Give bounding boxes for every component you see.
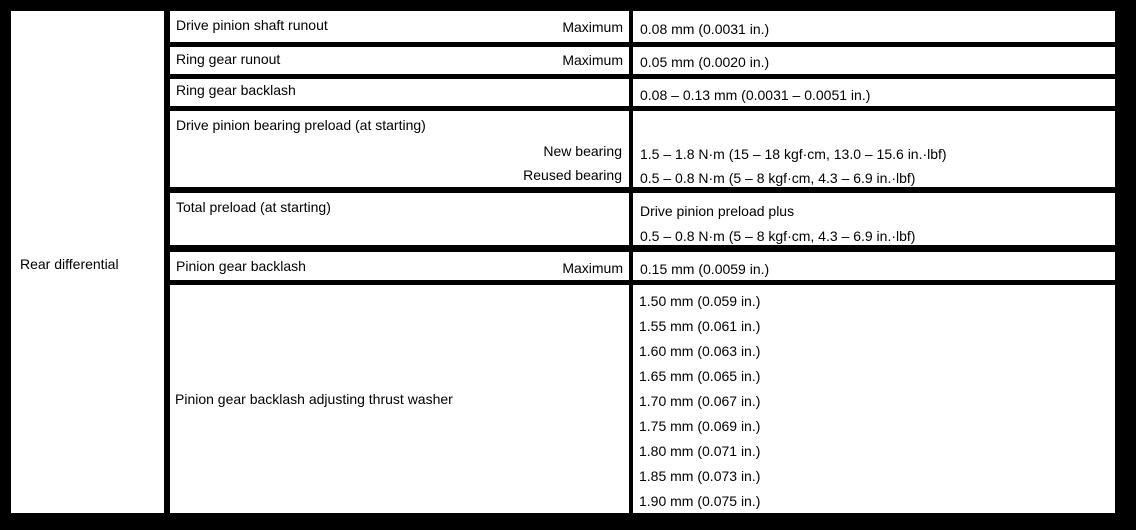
item-label: Drive pinion shaft runout xyxy=(176,17,328,33)
value-text: 0.05 mm (0.0020 in.) xyxy=(640,54,770,70)
row-total-preload-value xyxy=(633,193,1115,245)
qualifier-label: Maximum xyxy=(562,52,623,68)
washer-size: 1.60 mm (0.063 in.) xyxy=(639,343,761,359)
reused-bearing-label: Reused bearing xyxy=(523,167,622,183)
value-line-2: 0.5 – 0.8 N·m (5 – 8 kgf·cm, 4.3 – 6.9 in.·lbf) xyxy=(640,228,916,244)
washer-size: 1.65 mm (0.065 in.) xyxy=(639,368,761,384)
row-bearing-preload-value xyxy=(633,111,1115,187)
row-thrust-washer-value xyxy=(633,285,1115,513)
row-shaft-runout-value xyxy=(633,11,1115,42)
washer-size: 1.80 mm (0.071 in.) xyxy=(639,443,761,459)
item-label: Drive pinion bearing preload (at starting) xyxy=(176,117,426,133)
row-ring-runout-item xyxy=(170,47,629,74)
reused-bearing-value: 0.5 – 0.8 N·m (5 – 8 kgf·cm, 4.3 – 6.9 in.·lbf) xyxy=(640,170,916,186)
item-label: Pinion gear backlash adjusting thrust washer xyxy=(175,391,453,407)
qualifier-label: Maximum xyxy=(562,260,623,276)
item-label: Total preload (at starting) xyxy=(176,199,331,215)
value-text: 0.08 mm (0.0031 in.) xyxy=(640,21,770,37)
washer-size: 1.70 mm (0.067 in.) xyxy=(639,393,761,409)
qualifier-label: Maximum xyxy=(562,19,623,35)
washer-size: 1.90 mm (0.075 in.) xyxy=(639,493,761,509)
row-ring-backlash-item xyxy=(170,79,629,106)
washer-size: 1.50 mm (0.059 in.) xyxy=(639,293,761,309)
row-ring-runout-value xyxy=(633,47,1115,74)
category-cell xyxy=(11,11,164,513)
item-label: Ring gear runout xyxy=(176,51,281,67)
row-total-preload-item xyxy=(170,193,629,245)
item-label: Pinion gear backlash xyxy=(176,258,306,274)
row-pinion-backlash-value xyxy=(633,252,1115,280)
value-text: 0.08 – 0.13 mm (0.0031 – 0.0051 in.) xyxy=(640,87,871,103)
item-label: Ring gear backlash xyxy=(176,82,296,98)
washer-size: 1.55 mm (0.061 in.) xyxy=(639,318,761,334)
row-ring-backlash-value xyxy=(633,79,1115,106)
row-pinion-backlash-item xyxy=(170,252,629,280)
new-bearing-label: New bearing xyxy=(543,143,622,159)
new-bearing-value: 1.5 – 1.8 N·m (15 – 18 kgf·cm, 13.0 – 15.6 in.·lbf) xyxy=(640,146,947,162)
category-label: Rear differential xyxy=(20,256,119,272)
washer-size: 1.85 mm (0.073 in.) xyxy=(639,468,761,484)
row-bearing-preload-item xyxy=(170,111,629,187)
row-shaft-runout-item xyxy=(170,11,629,42)
washer-size: 1.75 mm (0.069 in.) xyxy=(639,418,761,434)
row-thrust-washer-item xyxy=(170,285,629,513)
value-line-1: Drive pinion preload plus xyxy=(640,203,795,219)
value-text: 0.15 mm (0.0059 in.) xyxy=(640,261,770,277)
